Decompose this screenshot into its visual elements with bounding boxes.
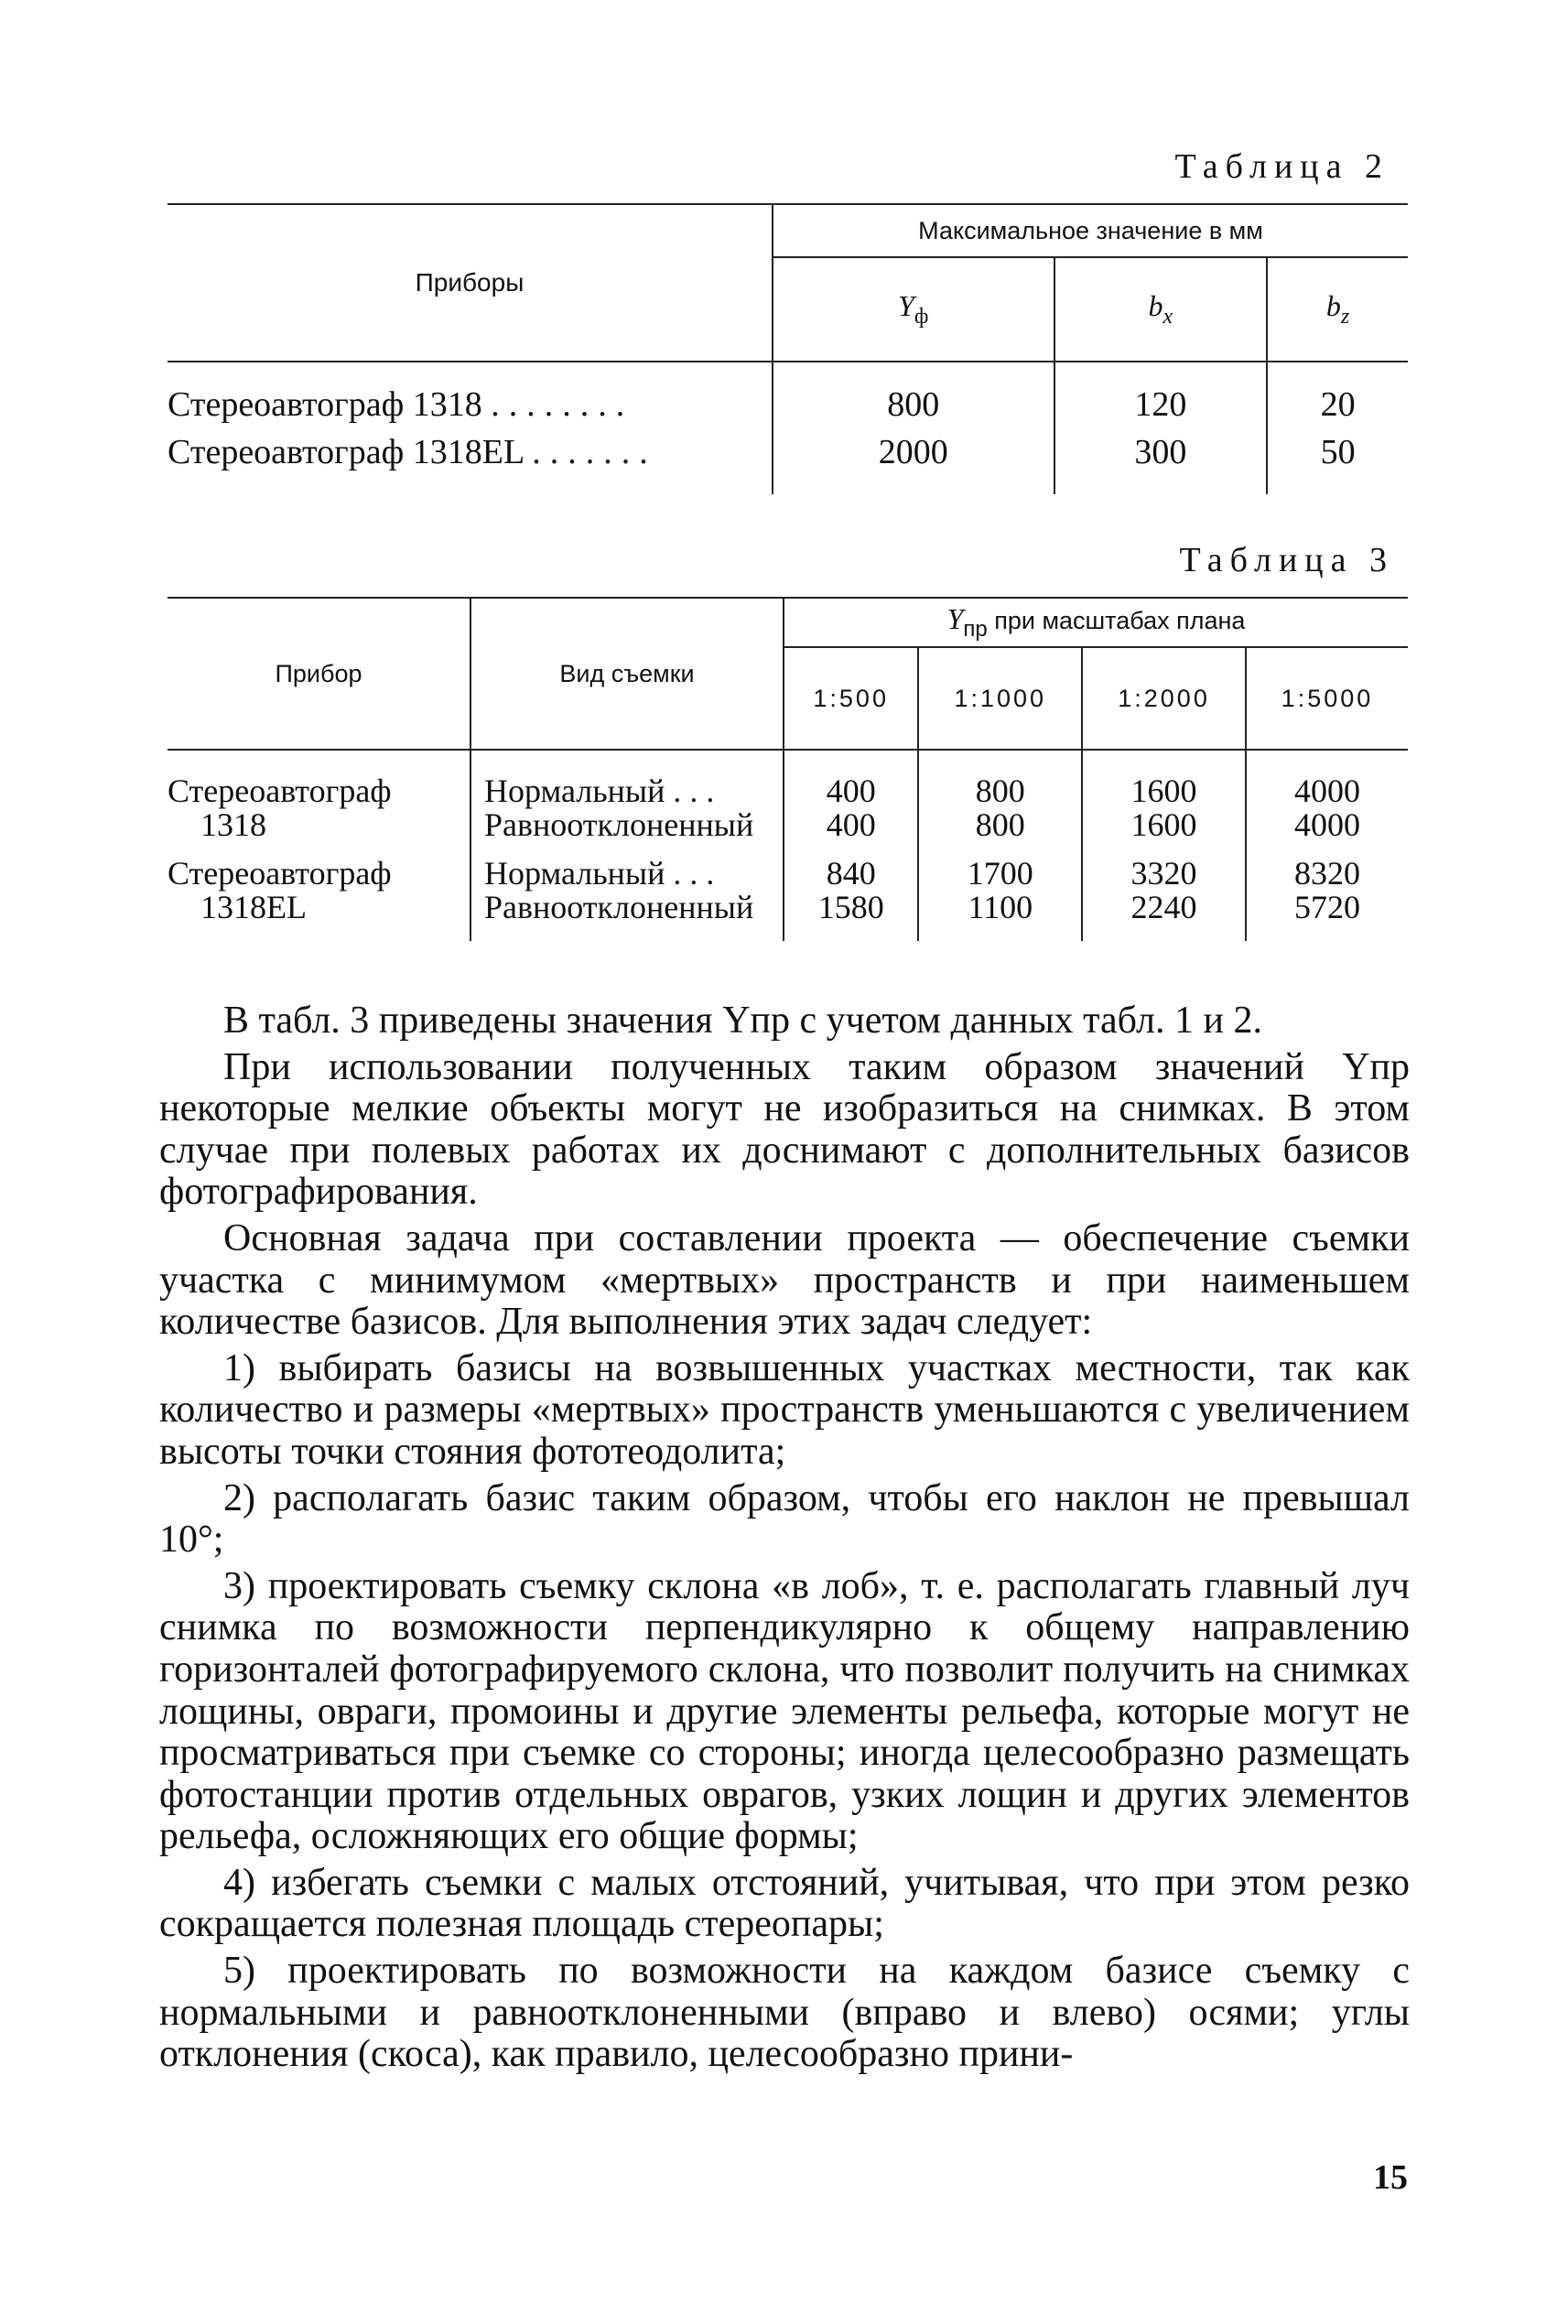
table3-cell: 4000 4000: [1246, 750, 1408, 857]
table2-header-bx: $b_x$: [1054, 257, 1268, 362]
table3: [168, 597, 1408, 941]
table3-header-device: Прибор: [168, 598, 470, 750]
table2-row-name: Стереоавтограф 1318 ........: [168, 385, 634, 424]
table-row: [168, 362, 1408, 428]
table2-cell: 120: [1054, 362, 1268, 428]
table2-cell: 800: [773, 362, 1054, 428]
table2-cell: 20: [1267, 362, 1408, 428]
table3-cell: 1700 1100: [918, 857, 1082, 941]
table3-cell: 3320 2240: [1082, 857, 1246, 941]
list-item: 2) располагать базис таким образом, чтобы его наклон не превышал 10°;: [159, 1476, 1410, 1562]
table3-cell: 1600 1600: [1082, 750, 1246, 857]
paragraph: При использовании полученных таким образом значений Yпр некоторые мелкие объекты могут не изобразиться на снимках. В этом случае при полевых работах их доснимают с дополнительных базисов фотографирования.: [159, 1045, 1410, 1214]
table-row: [168, 857, 1408, 941]
table3-cell: 840 1580: [784, 857, 918, 941]
list-item: 1) выбирать базисы на возвышенных участках местности, так как количество и размеры «мертвых» пространств уменьшаются с увеличением высоты точки стояния фототеодолита;: [159, 1346, 1410, 1473]
table3-header-survey-type: Вид съемки: [470, 598, 784, 750]
table3-device: Стереоавтограф 1318: [168, 773, 392, 843]
table3-header-ypr-scales: Yпр при масштабах плана: [784, 598, 1408, 647]
table2-cell: 2000: [773, 428, 1054, 494]
table3-survey-type: Нормальный . . . Равноотклоненный: [470, 857, 784, 941]
table3-cell: 800 800: [918, 750, 1082, 857]
table2-header-instruments: Приборы: [168, 204, 773, 362]
table3-header-scale: 1:2000: [1082, 647, 1246, 750]
table3-survey-type: Нормальный . . . Равноотклоненный: [470, 750, 784, 857]
table-row: [168, 428, 1408, 494]
table3-device: Стереоавтограф 1318EL: [168, 855, 392, 925]
list-item: 4) избегать съемки с малых отстояний, учитывая, что при этом резко сокращается полезная площадь стереопары;: [159, 1861, 1410, 1946]
table3-cell: 8320 5720: [1246, 857, 1408, 941]
table2: [168, 203, 1408, 494]
table3-header-scale: 1:1000: [918, 647, 1082, 750]
body-text: [159, 1000, 1410, 2076]
table3-cell: 400 400: [784, 750, 918, 857]
table2-row-name: Стереоавтограф 1318EL .......: [168, 433, 657, 471]
list-item: 5) проектировать по возможности на каждом базисе съемку с нормальными и равноотклоненными (вправо и влево) осями; углы отклонения (скоса), как правило, целесообразно прини-: [159, 1950, 1410, 2076]
table2-caption: Таблица 2: [1174, 147, 1390, 186]
table-row: [168, 750, 1408, 857]
paragraph: Основная задача при составлении проекта — обеспечение съемки участка с минимумом «мертвых» пространств и при наименьшем количестве базисов. Для выполнения этих задач следует:: [159, 1216, 1410, 1344]
table2-cell: 300: [1054, 428, 1268, 494]
table3-header-scale: 1:5000: [1246, 647, 1408, 750]
table2-header-yf: $Y_ф$: [773, 257, 1054, 362]
list-item: 3) проектировать съемку склона «в лоб», т. е. располагать главный луч снимка по возможности перпендикулярно к общему направлению горизонталей фотографируемого склона, что позволит получить на снимках лощины, овраги, промоины и другие элементы рельефа, которые могут не просматриваться при съемке со стороны; иногда целесообразно размещать фотостанции против отдельных оврагов, узких лощин и других элементов рельефа, осложняющих его общие формы;: [159, 1564, 1410, 1858]
table2-header-bz: $b_z$: [1267, 257, 1408, 362]
table2-header-max-value: Максимальное значение в мм: [773, 204, 1408, 257]
paragraph: В табл. 3 приведены значения Yпр с учетом данных табл. 1 и 2.: [223, 1000, 1262, 1042]
page-number: 15: [1373, 2158, 1408, 2197]
table3-caption: Таблица 3: [1179, 541, 1394, 579]
table2-cell: 50: [1267, 428, 1408, 494]
table3-header-scale: 1:500: [784, 647, 918, 750]
